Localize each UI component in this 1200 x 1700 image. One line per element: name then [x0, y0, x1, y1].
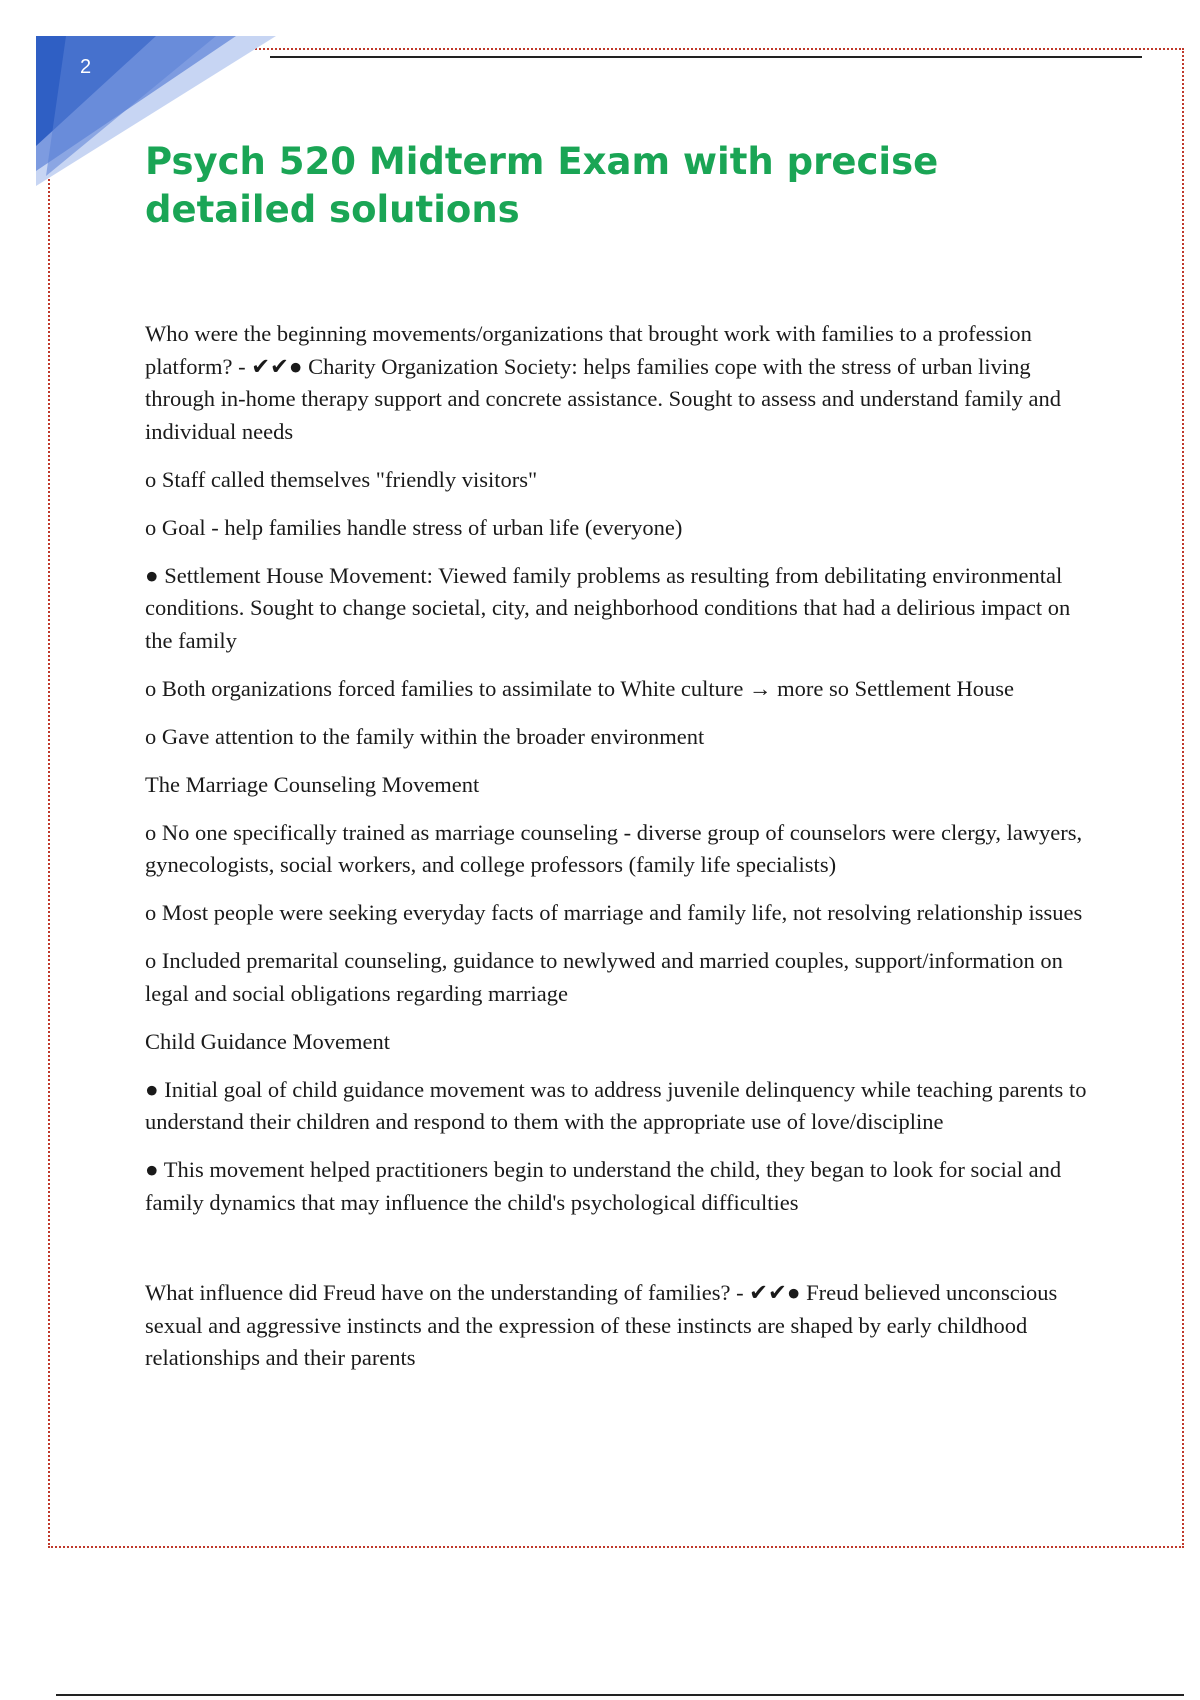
paragraph: What influence did Freud have on the understanding of families? - ✔✔● Freud believed unconscious sexual and aggressive instincts and the expression of these instincts are shaped by early childhood relationships and their parents [145, 1280, 1058, 1370]
paragraph: ● Initial goal of child guidance movement was to address juvenile delinquency while teaching parents to understand their children and respond to them with the appropriate use of love/discipline [145, 1076, 1087, 1134]
paragraph: o Goal - help families handle stress of urban life (everyone) [145, 514, 683, 540]
page-title: Psych 520 Midterm Exam with precise detailed solutions [145, 140, 939, 231]
paragraph: o Both organizations forced families to assimilate to White culture → more so Settlement House [145, 675, 1014, 701]
content-body [145, 318, 1100, 1390]
footer-rule [56, 1694, 1184, 1696]
paragraph: o Most people were seeking everyday facts of marriage and family life, not resolving relationship issues [145, 900, 1083, 925]
paragraph: o Gave attention to the family within the broader environment [145, 723, 705, 749]
paragraph: ● This movement helped practitioners begin to understand the child, they began to look for social and family dynamics that may influence the child's psychological difficulties [145, 1157, 1062, 1215]
paragraph: o No one specifically trained as marriage counseling - diverse group of counselors were clergy, lawyers, gynecologists, social workers, and college professors (family life specialists) [145, 819, 1083, 877]
paragraph: o Included premarital counseling, guidance to newlywed and married couples, support/information on legal and social obligations regarding marriage [145, 948, 1063, 1006]
section-heading: Child Guidance Movement [145, 1028, 390, 1054]
section-heading: The Marriage Counseling Movement [145, 771, 480, 797]
paragraph: o Staff called themselves "friendly visitors" [145, 466, 538, 492]
header-rule [270, 56, 1142, 58]
page-number: 2 [80, 56, 92, 78]
paragraph: Who were the beginning movements/organizations that brought work with families to a profession platform? - ✔✔● Charity Organization Society: helps families cope with the stress of urban living through in-home therapy support and concrete assistance. Sought to assess and understand family and individual needs [145, 321, 1062, 444]
paragraph: ● Settlement House Movement: Viewed family problems as resulting from debilitating environmental conditions. Sought to change societal, city, and neighborhood conditions that had a delirious impact on the family [145, 562, 1071, 653]
